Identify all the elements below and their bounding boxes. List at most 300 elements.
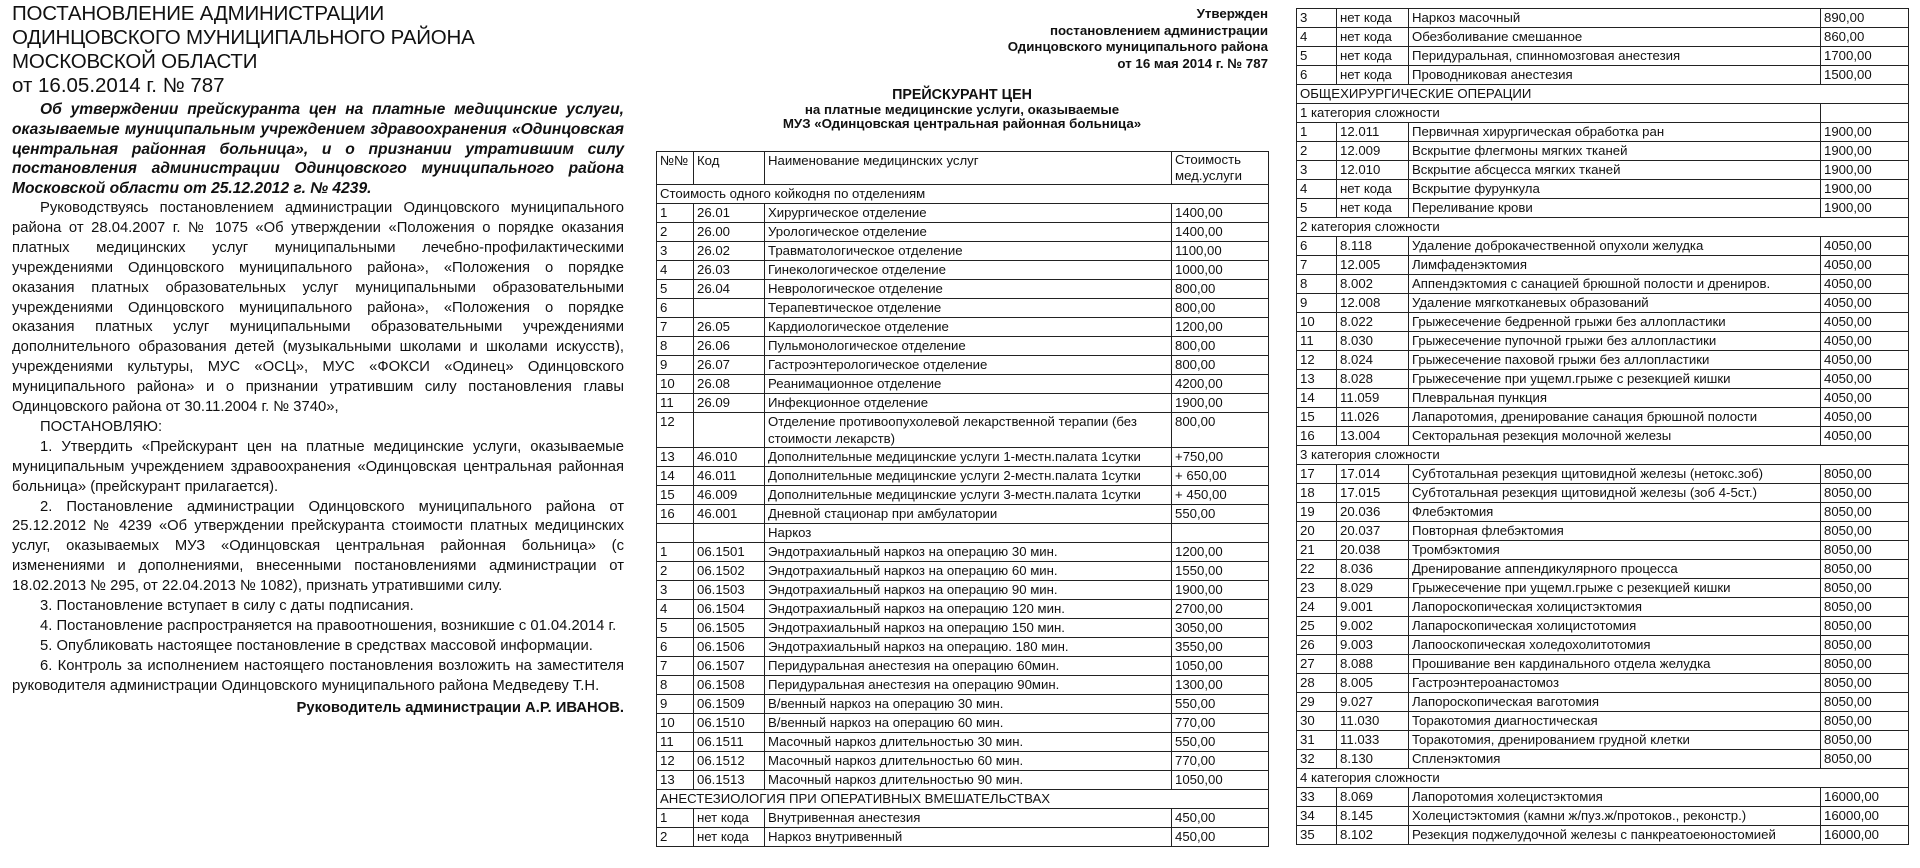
service-code: 20.038 <box>1337 541 1409 560</box>
row-number: 5 <box>657 619 694 638</box>
row-number: 6 <box>657 299 694 318</box>
table-row <box>1297 256 1909 275</box>
row-number: 3 <box>1297 9 1337 28</box>
decree-date: от 16.05.2014 г. № 787 <box>12 74 225 97</box>
row-number <box>657 524 694 543</box>
service-price: 860,00 <box>1821 28 1909 47</box>
table-row <box>1297 598 1909 617</box>
row-number: 22 <box>1297 560 1337 579</box>
service-price: 1400,00 <box>1172 223 1269 242</box>
service-price: 4050,00 <box>1821 427 1909 446</box>
service-name: Травматологическое отделение <box>765 242 1172 261</box>
col-header-num: №№ <box>657 152 694 185</box>
service-price: 4050,00 <box>1821 332 1909 351</box>
row-number: 2 <box>657 223 694 242</box>
row-number: 4 <box>657 600 694 619</box>
table-row <box>657 223 1269 242</box>
row-number: 16 <box>657 505 694 524</box>
table-row <box>1297 294 1909 313</box>
row-number: 21 <box>1297 541 1337 560</box>
row-number: 10 <box>1297 313 1337 332</box>
table-row <box>657 486 1269 505</box>
table-row <box>1297 66 1909 85</box>
service-code: 06.1507 <box>694 657 765 676</box>
table-row <box>657 356 1269 375</box>
col-header-price <box>1172 152 1269 185</box>
service-name: Обезболивание смешанное <box>1409 28 1821 47</box>
service-name: Пульмонологическое отделение <box>765 337 1172 356</box>
table-row <box>657 676 1269 695</box>
service-code: 12.008 <box>1337 294 1409 313</box>
table-row <box>657 695 1269 714</box>
service-code: нет кода <box>1337 66 1409 85</box>
table-row <box>1297 503 1909 522</box>
service-name: Аппендэктомия с санацией брюшной полости и дрениров. <box>1409 275 1821 294</box>
table-row <box>657 543 1269 562</box>
decree-title: Об утверждении прейскуранта цен на платные медицинские услуги, оказываемые муниципальным учреждением здравоохранения «Одинцовская центральная районная больница», и о признании утратившим силу постановления администрации Одинцовского муниципального района Московской области от 25.12.2012 г. № 4239. <box>12 101 624 198</box>
service-price: 1700,00 <box>1821 47 1909 66</box>
section-title: 2 категория сложности <box>1297 218 1909 237</box>
service-name: Гастроэнтероанастомоз <box>1409 674 1821 693</box>
service-code: нет кода <box>694 809 765 828</box>
row-number: 6 <box>1297 66 1337 85</box>
table-row <box>1297 313 1909 332</box>
row-number: 5 <box>1297 199 1337 218</box>
pricelist-heading <box>656 6 1268 132</box>
pricelist-subtitle: на платные медицинские услуги, оказываемые <box>804 101 1120 117</box>
service-name: Плевральная пункция <box>1409 389 1821 408</box>
section-row <box>657 185 1269 204</box>
table-row <box>1297 9 1909 28</box>
service-name: Урологическое отделение <box>765 223 1172 242</box>
service-name: Повторная флебэктомия <box>1409 522 1821 541</box>
service-price: 8050,00 <box>1821 712 1909 731</box>
section-title: АНЕСТЕЗИОЛОГИЯ ПРИ ОПЕРАТИВНЫХ ВМЕШАТЕЛЬСТВАХ <box>657 790 1269 809</box>
table-row <box>1297 199 1909 218</box>
service-name: Лапороскопическая холицистэктомия <box>1409 598 1821 617</box>
service-name: Эндотрахиальный наркоз на операцию 30 мин. <box>765 543 1172 562</box>
service-code: 8.022 <box>1337 313 1409 332</box>
service-name: Наркоз внутривенный <box>765 828 1172 847</box>
table-row <box>657 828 1269 847</box>
row-number: 1 <box>1297 123 1337 142</box>
table-row <box>1297 579 1909 598</box>
table-row <box>657 562 1269 581</box>
service-code <box>694 299 765 318</box>
section-row <box>1297 446 1909 465</box>
table-row <box>657 280 1269 299</box>
col-header-code: Код <box>694 152 765 185</box>
service-name: Лапароскопическая холицистотомия <box>1409 617 1821 636</box>
service-price: 1050,00 <box>1172 771 1269 790</box>
service-code: 06.1513 <box>694 771 765 790</box>
service-name: Грыжесечение паховой грыжи без аллопластики <box>1409 351 1821 370</box>
service-name: Проводниковая анестезия <box>1409 66 1821 85</box>
service-price: + 650,00 <box>1172 467 1269 486</box>
table-row <box>657 318 1269 337</box>
table-row <box>1297 275 1909 294</box>
service-name: Удаление мягкотканевых образований <box>1409 294 1821 313</box>
service-code: 11.030 <box>1337 712 1409 731</box>
row-number: 7 <box>1297 256 1337 275</box>
row-number: 5 <box>657 280 694 299</box>
service-price: 4050,00 <box>1821 389 1909 408</box>
service-name: Перидуральная, спинномозговая анестезия <box>1409 47 1821 66</box>
service-price: 550,00 <box>1172 695 1269 714</box>
decree-header-line: ОДИНЦОВСКОГО МУНИЦИПАЛЬНОГО РАЙОНА <box>12 26 475 49</box>
decree-column <box>12 2 624 716</box>
service-name: Субтотальная резекция щитовидной железы (зоб 4-5ст.) <box>1409 484 1821 503</box>
service-code: 12.011 <box>1337 123 1409 142</box>
service-price: 890,00 <box>1821 9 1909 28</box>
row-number: 12 <box>657 413 694 448</box>
service-name: Торакотомия диагностическая <box>1409 712 1821 731</box>
row-number: 8 <box>1297 275 1337 294</box>
service-code: 8.029 <box>1337 579 1409 598</box>
service-code: 06.1512 <box>694 752 765 771</box>
col-header-price-line: Стоимость <box>1175 152 1242 167</box>
approval-line: Утвержден <box>1196 6 1268 21</box>
service-price: 1900,00 <box>1821 123 1909 142</box>
table-row <box>657 581 1269 600</box>
service-code: 06.1503 <box>694 581 765 600</box>
row-number: 9 <box>657 695 694 714</box>
row-number: 3 <box>1297 161 1337 180</box>
service-price: 4050,00 <box>1821 275 1909 294</box>
service-code: 8.005 <box>1337 674 1409 693</box>
service-price: 8050,00 <box>1821 541 1909 560</box>
row-number: 20 <box>1297 522 1337 541</box>
service-price: 1400,00 <box>1172 204 1269 223</box>
service-code: 8.036 <box>1337 560 1409 579</box>
service-name: Дополнительные медицинские услуги 1-местн.палата 1сутки <box>765 448 1172 467</box>
service-code: 8.030 <box>1337 332 1409 351</box>
service-code: 46.011 <box>694 467 765 486</box>
row-number: 17 <box>1297 465 1337 484</box>
service-name: Перидуральная анестезия на операцию 60мин. <box>765 657 1172 676</box>
row-number: 19 <box>1297 503 1337 522</box>
row-number: 28 <box>1297 674 1337 693</box>
service-code: 17.015 <box>1337 484 1409 503</box>
row-number: 12 <box>1297 351 1337 370</box>
service-code: 06.1509 <box>694 695 765 714</box>
table-row <box>657 204 1269 223</box>
service-price: 1300,00 <box>1172 676 1269 695</box>
service-name: Лимфаденэктомия <box>1409 256 1821 275</box>
service-price: 2700,00 <box>1172 600 1269 619</box>
service-name: Лапоротомия холецистэктомия <box>1409 788 1821 807</box>
table-row <box>1297 180 1909 199</box>
service-price: 8050,00 <box>1821 750 1909 769</box>
section-row <box>1297 104 1909 123</box>
service-code: нет кода <box>1337 47 1409 66</box>
service-price: 16000,00 <box>1821 826 1909 845</box>
row-number: 29 <box>1297 693 1337 712</box>
service-price: 800,00 <box>1172 337 1269 356</box>
approval-line: Одинцовского муниципального района <box>1007 39 1268 54</box>
service-name: Эндотрахиальный наркоз на операцию 90 мин. <box>765 581 1172 600</box>
table-row <box>1297 370 1909 389</box>
service-price: 770,00 <box>1172 752 1269 771</box>
service-price: 1900,00 <box>1172 581 1269 600</box>
service-name: Резекция поджелудочной железы с панкреатоеюностомией <box>1409 826 1821 845</box>
service-name: Гинекологическое отделение <box>765 261 1172 280</box>
service-price: 1050,00 <box>1172 657 1269 676</box>
row-number: 2 <box>657 828 694 847</box>
service-price: 8050,00 <box>1821 579 1909 598</box>
service-price: + 450,00 <box>1172 486 1269 505</box>
table-row <box>657 261 1269 280</box>
service-name: В/венный наркоз на операцию 60 мин. <box>765 714 1172 733</box>
table-row <box>657 413 1269 448</box>
service-code: 9.001 <box>1337 598 1409 617</box>
service-code: нет кода <box>694 828 765 847</box>
pricelist-title: ПРЕЙСКУРАНТ ЦЕН <box>892 87 1032 103</box>
table-row <box>657 714 1269 733</box>
row-number: 1 <box>657 204 694 223</box>
service-price: 800,00 <box>1172 280 1269 299</box>
table-row <box>1297 617 1909 636</box>
service-code: 26.07 <box>694 356 765 375</box>
price-table-right <box>1296 8 1909 845</box>
section-title: 1 категория сложности <box>1297 104 1821 123</box>
table-row <box>1297 142 1909 161</box>
service-name: Удаление доброкачественной опухоли желудка <box>1409 237 1821 256</box>
service-name: Гастроэнтерологическое отделение <box>765 356 1172 375</box>
row-number: 11 <box>657 394 694 413</box>
service-code: 46.010 <box>694 448 765 467</box>
service-code: 06.1501 <box>694 543 765 562</box>
table-row <box>1297 161 1909 180</box>
decree-paragraph: 5. Опубликовать настоящее постановление в средствах массовой информации. <box>40 637 593 654</box>
service-code: нет кода <box>1337 9 1409 28</box>
table-row <box>1297 465 1909 484</box>
service-code: 9.002 <box>1337 617 1409 636</box>
service-price: 8050,00 <box>1821 465 1909 484</box>
service-price: 1200,00 <box>1172 318 1269 337</box>
table-row <box>657 337 1269 356</box>
table-row <box>657 299 1269 318</box>
service-code: 12.009 <box>1337 142 1409 161</box>
table-row <box>1297 560 1909 579</box>
row-number: 7 <box>657 318 694 337</box>
service-code: 8.145 <box>1337 807 1409 826</box>
pricelist-subtitle: МУЗ «Одинцовская центральная районная больница» <box>782 116 1142 131</box>
service-code: 13.004 <box>1337 427 1409 446</box>
row-number: 4 <box>1297 180 1337 199</box>
service-price: 8050,00 <box>1821 598 1909 617</box>
service-price: 8050,00 <box>1821 731 1909 750</box>
service-name: Грыжесечение при ущемл.грыже с резекцией кишки <box>1409 579 1821 598</box>
row-number: 9 <box>1297 294 1337 313</box>
row-number: 24 <box>1297 598 1337 617</box>
service-code: 26.03 <box>694 261 765 280</box>
service-code: 12.010 <box>1337 161 1409 180</box>
approval-line: постановлением администрации <box>1049 22 1268 38</box>
table-row <box>657 600 1269 619</box>
row-number: 6 <box>657 638 694 657</box>
table-row <box>1297 237 1909 256</box>
service-price: 16000,00 <box>1821 807 1909 826</box>
service-code: 11.059 <box>1337 389 1409 408</box>
service-price: 1100,00 <box>1172 242 1269 261</box>
service-name: Наркоз масочный <box>1409 9 1821 28</box>
service-name: Масочный наркоз длительностью 90 мин. <box>765 771 1172 790</box>
service-name: Лапаротомия, дренирование санация брюшной полости <box>1409 408 1821 427</box>
service-name: Флебэктомия <box>1409 503 1821 522</box>
table-row <box>1297 712 1909 731</box>
row-number: 35 <box>1297 826 1337 845</box>
service-price: 450,00 <box>1172 809 1269 828</box>
table-row <box>1297 750 1909 769</box>
service-price <box>1172 524 1269 543</box>
service-name: Вскрытие флегмоны мягких тканей <box>1409 142 1821 161</box>
service-price: 4050,00 <box>1821 370 1909 389</box>
service-price: 800,00 <box>1172 413 1269 448</box>
row-number: 8 <box>657 676 694 695</box>
row-number: 16 <box>1297 427 1337 446</box>
service-name: Первичная хирургическая обработка ран <box>1409 123 1821 142</box>
row-number: 30 <box>1297 712 1337 731</box>
service-price: 8050,00 <box>1821 674 1909 693</box>
table-row <box>657 467 1269 486</box>
table-row <box>1297 788 1909 807</box>
service-code: 06.1504 <box>694 600 765 619</box>
service-name: Реанимационное отделение <box>765 375 1172 394</box>
price-table-right-body <box>1297 9 1909 845</box>
section-title: Стоимость одного койкодня по отделениям <box>657 185 1269 204</box>
table-row <box>1297 47 1909 66</box>
col-header-price-line: мед.услуги <box>1175 168 1242 183</box>
service-price: 8050,00 <box>1821 560 1909 579</box>
service-price: 450,00 <box>1172 828 1269 847</box>
service-name: Субтотальная резекция щитовидной железы (нетокс.зоб) <box>1409 465 1821 484</box>
approval-stamp <box>656 6 1268 72</box>
row-number: 7 <box>657 657 694 676</box>
table-row <box>657 619 1269 638</box>
section-row <box>657 790 1269 809</box>
service-code: 8.130 <box>1337 750 1409 769</box>
section-title: 3 категория сложности <box>1297 446 1909 465</box>
service-code: 26.05 <box>694 318 765 337</box>
service-name: Терапевтическое отделение <box>765 299 1172 318</box>
service-price: 8050,00 <box>1821 484 1909 503</box>
service-price: 1900,00 <box>1172 394 1269 413</box>
service-code: 06.1510 <box>694 714 765 733</box>
row-number: 25 <box>1297 617 1337 636</box>
service-price: +750,00 <box>1172 448 1269 467</box>
decree-paragraph: 2. Постановление администрации Одинцовского муниципального района от 25.12.2012 № 4239 «Об утверждении прейскуранта стоимости платных медицинских услуг, оказываемых МУЗ «Одинцовская центральная районная больница» (с изменениями и дополнениями, внесенными постановлениями администрации от 18.02.2013 № 295, от 22.04.2013 № 1082), признать утратившими силу. <box>12 498 624 595</box>
service-price: 1500,00 <box>1821 66 1909 85</box>
table-row <box>1297 427 1909 446</box>
decree-paragraph: 6. Контроль за исполнением настоящего постановления возложить на заместителя руководителя администрации Одинцовского муниципального района Медведеву Т.Н. <box>12 657 624 694</box>
service-code: 8.088 <box>1337 655 1409 674</box>
section-title: ОБЩЕХИРУРГИЧЕСКИЕ ОПЕРАЦИИ <box>1297 85 1909 104</box>
table-row <box>1297 541 1909 560</box>
service-price: 8050,00 <box>1821 522 1909 541</box>
section-row <box>1297 769 1909 788</box>
table-row <box>657 809 1269 828</box>
service-code: 26.08 <box>694 375 765 394</box>
table-row <box>1297 408 1909 427</box>
row-number: 27 <box>1297 655 1337 674</box>
row-number: 13 <box>1297 370 1337 389</box>
table-row <box>1297 351 1909 370</box>
service-code: 26.01 <box>694 204 765 223</box>
table-row <box>657 657 1269 676</box>
service-code: 8.028 <box>1337 370 1409 389</box>
service-price: 1900,00 <box>1821 161 1909 180</box>
service-name: Секторальная резекция молочной железы <box>1409 427 1821 446</box>
service-code <box>694 413 765 448</box>
row-number: 33 <box>1297 788 1337 807</box>
table-row <box>1297 389 1909 408</box>
service-name: Прошивание вен кардинального отдела желудка <box>1409 655 1821 674</box>
service-price: 8050,00 <box>1821 693 1909 712</box>
decree-paragraph: ПОСТАНОВЛЯЮ: <box>40 418 163 435</box>
col-header-name-text: Наименование медицинских услуг <box>768 153 979 168</box>
service-code: 11.026 <box>1337 408 1409 427</box>
table-cell-empty <box>1821 104 1909 123</box>
table-row <box>1297 655 1909 674</box>
row-number: 32 <box>1297 750 1337 769</box>
service-code: нет кода <box>1337 199 1409 218</box>
table-row <box>1297 484 1909 503</box>
service-price: 1550,00 <box>1172 562 1269 581</box>
service-code: 06.1505 <box>694 619 765 638</box>
row-number: 14 <box>657 467 694 486</box>
service-code: 20.036 <box>1337 503 1409 522</box>
service-name: Торакотомия, дренированием грудной клетки <box>1409 731 1821 750</box>
section-row <box>1297 218 1909 237</box>
service-price: 1900,00 <box>1821 180 1909 199</box>
table-row <box>1297 28 1909 47</box>
col-header-name <box>765 152 1172 185</box>
row-number: 10 <box>657 714 694 733</box>
decree-paragraph: 4. Постановление распространяется на правоотношения, возникшие с 01.04.2014 г. <box>40 618 617 635</box>
row-number: 1 <box>657 543 694 562</box>
decree-body <box>12 199 624 697</box>
service-price: 4050,00 <box>1821 256 1909 275</box>
table-row <box>1297 522 1909 541</box>
table-row <box>1297 123 1909 142</box>
service-name: Вскрытие абсцесса мягких тканей <box>1409 161 1821 180</box>
service-code: 26.00 <box>694 223 765 242</box>
service-price: 4050,00 <box>1821 408 1909 427</box>
service-name: Отделение противоопухолевой лекарственной терапии (без стоимости лекарств) <box>765 413 1172 448</box>
service-name: Эндотрахиальный наркоз на операцию 120 мин. <box>765 600 1172 619</box>
decree-header-line: ПОСТАНОВЛЕНИЕ АДМИНИСТРАЦИИ <box>12 2 384 25</box>
row-number: 3 <box>657 581 694 600</box>
service-name: Грыжесечение пупочной грыжи без аллопластики <box>1409 332 1821 351</box>
service-price: 8050,00 <box>1821 617 1909 636</box>
table-row <box>1297 332 1909 351</box>
service-name: Наркоз <box>765 524 1172 543</box>
row-number: 34 <box>1297 807 1337 826</box>
service-name: Грыжесечение бедренной грыжи без аллопластики <box>1409 313 1821 332</box>
decree-header-line: МОСКОВСКОЙ ОБЛАСТИ <box>12 50 258 73</box>
service-code: 26.04 <box>694 280 765 299</box>
service-code: 06.1508 <box>694 676 765 695</box>
row-number: 3 <box>657 242 694 261</box>
service-name: Лапороскопическая ваготомия <box>1409 693 1821 712</box>
service-code: 26.09 <box>694 394 765 413</box>
service-price: 4050,00 <box>1821 313 1909 332</box>
service-code: нет кода <box>1337 28 1409 47</box>
section-row <box>1297 85 1909 104</box>
service-code <box>694 524 765 543</box>
service-name: Эндотрахиальный наркоз на операцию. 180 мин. <box>765 638 1172 657</box>
